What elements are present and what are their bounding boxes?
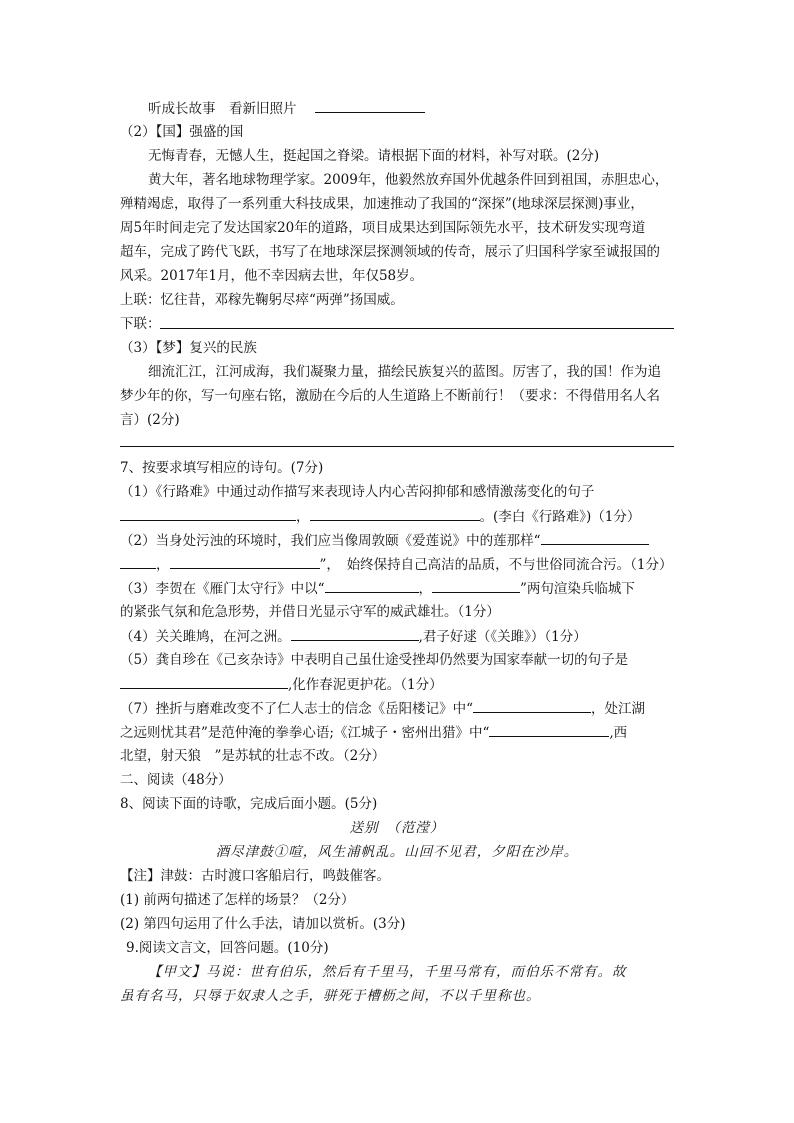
- line-listen-stories: 听成长故事 看新旧照片: [148, 98, 708, 119]
- upper-couplet: 上联：忆往昔，邓稼先鞠躬尽瘁“两弹”扬国威。: [120, 292, 404, 308]
- material-line: 周5年时间走完了发达国家20年的道路，项目成果达到国际领先水平，技术研发实现弯道: [120, 220, 646, 236]
- answer-blank[interactable]: [432, 578, 520, 593]
- q7-item-1-answer: ， 。(李白《行路难》)（1分）: [120, 506, 680, 527]
- q7-item-1: （1）《行路难》中通过动作描写来表现诗人内心苦闷抑郁和感情激荡变化的句子: [120, 484, 595, 500]
- section-country-heading: （2）【国】强盛的国: [120, 124, 244, 140]
- poem-text: 酒尽津鼓①喧，风生浦帆乱。山回不见君，夕阳在沙岸。: [215, 844, 579, 860]
- motto-instruction: 梦少年的你，写一句座右铭，激励在今后的人生道路上不断前行！（要求：不得借用名人名: [120, 388, 660, 404]
- q7-item-5: （5）龚自珍在《己亥杂诗》中表明自己虽仕途受挫却仍然要为国家奉献一切的句子是: [120, 652, 629, 668]
- material-line: 黄大年，著名地球物理学家。2009年，他毅然放弃国外优越条件回到祖国，赤胆忠心，: [148, 172, 669, 188]
- q8-sub-2: (2) 第四句运用了什么手法，请加以赏析。(3分): [120, 916, 406, 932]
- motto-instruction: 细流汇江，江河成海，我们凝聚力量，描绘民族复兴的蓝图。厉害了，我的国！作为追: [148, 364, 661, 380]
- q7-item-7-cont: 之远则忧其君”是范仲淹的拳拳心语;《江城子・密州出猎》中“ ,西: [120, 722, 680, 743]
- material-line: 超车，完成了跨代飞跃，书写了在地球深层探测领域的传奇，展示了归国科学家至诚报国的: [120, 244, 660, 260]
- material-line: 殚精竭虑，取得了一系列重大科技成果，加速推动了我国的“深探”(地球深层探测)事业，: [120, 196, 644, 212]
- answer-blank[interactable]: [120, 506, 296, 521]
- q7-item-5-answer: ,化作春泥更护花。（1分）: [120, 674, 680, 695]
- answer-blank[interactable]: [541, 530, 649, 545]
- motto-instruction: 言）(2分): [120, 412, 180, 428]
- poem-title: 送别 （范滢）: [349, 820, 445, 836]
- answer-blank[interactable]: [315, 98, 425, 113]
- q8-sub-1: (1) 前两句描述了怎样的场景？（2分）: [120, 892, 355, 908]
- part-two-reading-heading: 二、阅读（48分）: [120, 772, 232, 788]
- answer-blank[interactable]: [325, 578, 419, 593]
- question-9-heading: 9.阅读文言文，回答问题。(10分): [126, 940, 329, 956]
- answer-blank[interactable]: [291, 626, 419, 641]
- answer-blank[interactable]: [473, 698, 591, 713]
- answer-blank[interactable]: [170, 554, 320, 569]
- question-8-heading: 8、阅读下面的诗歌，完成后面小题。(5分): [120, 796, 378, 812]
- motto-answer-blank[interactable]: [120, 446, 674, 447]
- q7-item-3-cont: 的紧张气氛和危急形势，并借日光显示守军的威武雄壮。（1分）: [120, 604, 500, 620]
- q7-item-7-end: 北望，射天狼 ”是苏轼的壮志不改。（2分）: [120, 748, 386, 764]
- classical-text-a: 【甲文】马说：世有伯乐，然后有千里马，千里马常有，而伯乐不常有。故: [148, 964, 627, 980]
- couplet-instruction: 无悔青春，无憾人生，挺起国之脊梁。请根据下面的材料，补写对联。(2分): [148, 148, 600, 164]
- material-line: 风采。2017年1月，他不幸因病去世，年仅58岁。: [120, 268, 424, 284]
- answer-blank[interactable]: [489, 722, 609, 737]
- lower-couplet-blank[interactable]: [160, 328, 674, 329]
- answer-blank[interactable]: [120, 674, 288, 689]
- answer-blank[interactable]: [310, 506, 480, 521]
- q7-item-4: （4）关关雎鸠，在河之洲。 ,君子好逑（《关雎》）（1分）: [120, 626, 680, 647]
- section-dream-heading: （3）【梦】复兴的民族: [120, 340, 257, 356]
- q7-item-2-cont: ， ”， 始终保持自己高洁的品质，不与世俗同流合污。（1分）: [120, 554, 680, 575]
- q7-item-2: （2）当身处污浊的环境时，我们应当像周敦颐《爱莲说》中的莲那样“: [120, 530, 680, 551]
- question-7-heading: 7、按要求填写相应的诗句。(7分): [120, 460, 324, 476]
- q7-item-7: （7）挫折与磨难改变不了仁人志士的信念《岳阳楼记》中“ ，处江湖: [120, 698, 680, 719]
- poem-note: 【注】津鼓：古时渡口客船启行，鸣鼓催客。: [120, 868, 390, 884]
- answer-blank[interactable]: [120, 554, 156, 569]
- classical-text-a-cont: 虽有名马，只辱于奴隶人之手，骈死于槽枥之间，不以千里称也。: [120, 988, 541, 1004]
- q7-item-3: （3）李贺在《雁门太守行》中以“ ， ”两句渲染兵临城下: [120, 578, 680, 599]
- lower-couplet-label: 下联：: [120, 316, 161, 332]
